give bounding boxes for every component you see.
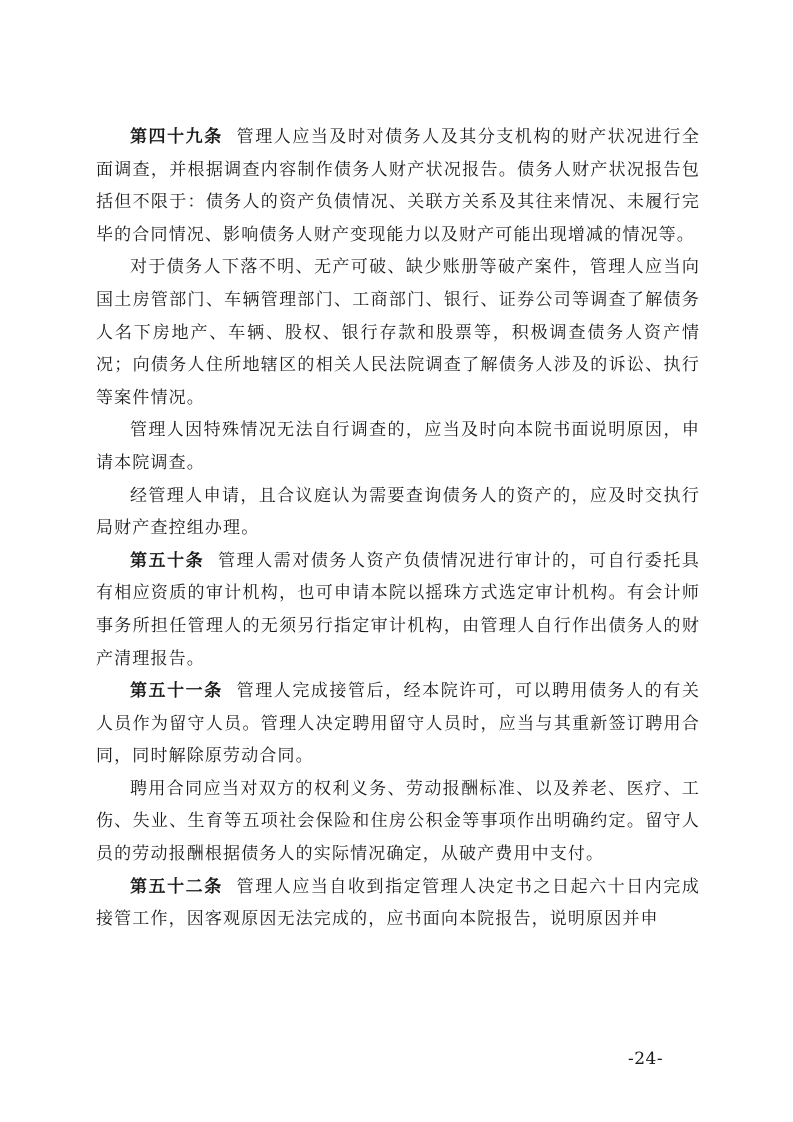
paragraph-text: 管理人需对债务人资产负债情况进行审计的，可自行委托具有相应资质的审计机构，也可申请本院以摇珠方式选定审计机构。有会计师事务所担任管理人的无须另行指定审计机构，由管理人自行作出债务人的财产清理报告。: [96, 550, 700, 669]
paragraph-text: 对于债务人下落不明、无产可破、缺少账册等破产案件，管理人应当向国土房管部门、车辆管理部门、工商部门、银行、证券公司等调查了解债务人名下房地产、车辆、股权、银行存款和股票等，积极调查债务人资产情况；向债务人住所地辖区的相关人民法院调查了解债务人涉及的诉讼、执行等案件情况。: [96, 257, 700, 408]
paragraph-text: 聘用合同应当对双方的权利义务、劳动报酬标准、以及养老、医疗、工伤、失业、生育等五项社会保险和住房公积金等事项作出明确约定。留守人员的劳动报酬根据债务人的实际情况确定，从破产费用中支付。: [96, 778, 700, 865]
paragraph-article-52: [96, 871, 700, 936]
paragraph: [96, 414, 700, 479]
paragraph-article-50: [96, 545, 700, 675]
article-heading: 第四十九条: [130, 127, 223, 147]
paragraph-article-49: [96, 121, 700, 251]
paragraph-article-51: [96, 675, 700, 773]
article-heading: 第五十一条: [130, 681, 223, 702]
article-heading: 第五十二条: [130, 876, 223, 897]
paragraph-text: 管理人完成接管后，经本院许可，可以聘用债务人的有关人员作为留守人员。管理人决定聘用留守人员时，应当与其重新签订聘用合同，同时解除原劳动合同。: [96, 681, 701, 767]
page-number: -24-: [628, 1049, 664, 1069]
paragraph: [96, 251, 700, 414]
paragraph: [96, 480, 700, 545]
paragraph-text: 经管理人申请，且合议庭认为需要查询债务人的资产的，应及时交执行局财产查控组办理。: [96, 485, 700, 539]
paragraph-text: 管理人应当及时对债务人及其分支机构的财产状况进行全面调查，并根据调查内容制作债务人财产状况报告。债务人财产状况报告包括但不限于：债务人的资产负债情况、关联方关系及其往来情况、未履行完毕的合同情况、影响债务人财产变现能力以及财产可能出现增减的情况等。: [96, 127, 701, 245]
article-heading: 第五十条: [130, 550, 205, 571]
paragraph-text: 管理人应当自收到指定管理人决定书之日起六十日内完成接管工作，因客观原因无法完成的，应书面向本院报告，说明原因并申: [96, 876, 701, 930]
paragraph-text: 管理人因特殊情况无法自行调查的，应当及时向本院书面说明原因，申请本院调查。: [96, 420, 700, 473]
body-text: [96, 121, 700, 936]
paragraph: [96, 773, 700, 871]
